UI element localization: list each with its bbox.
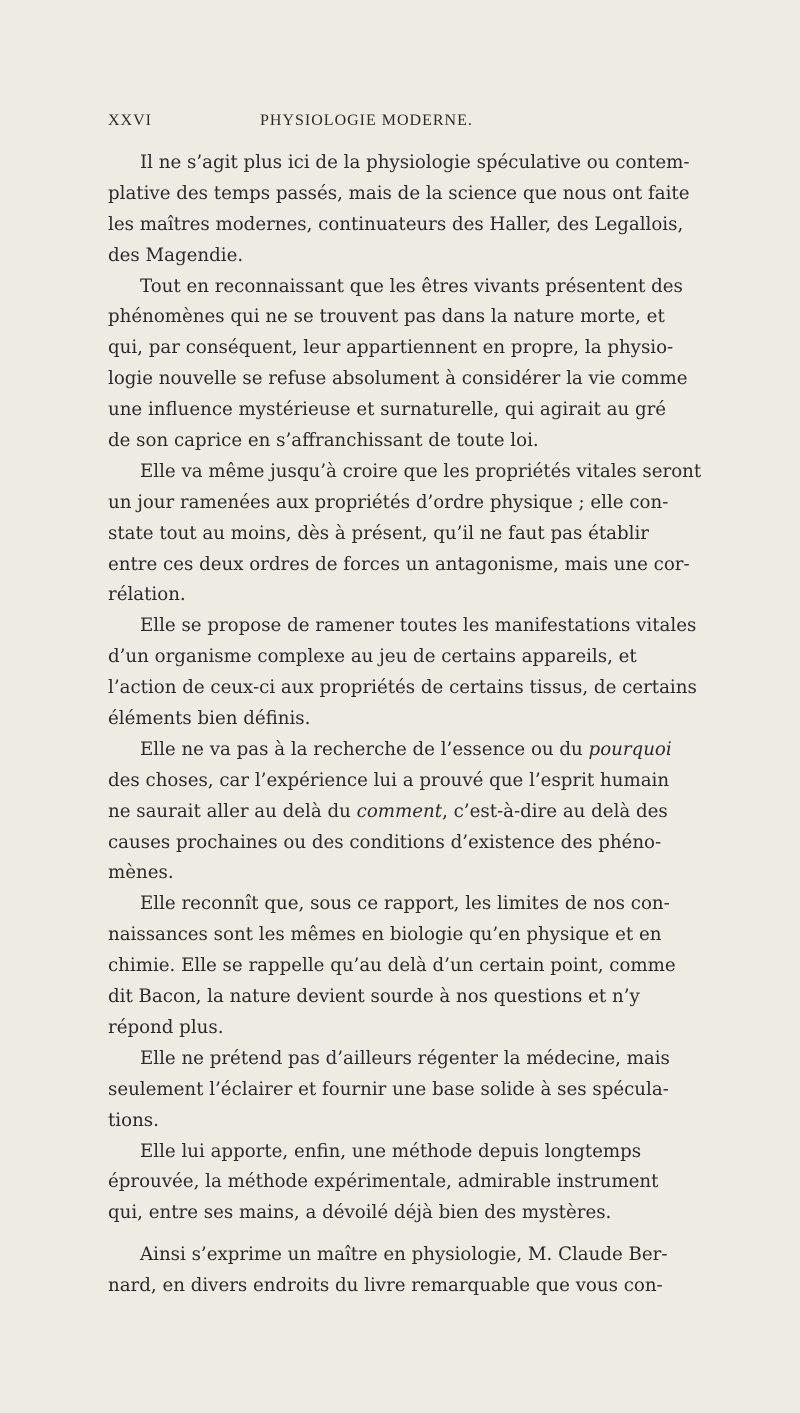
running-title: PHYSIOLOGIE MODERNE. [260,112,473,129]
text-line: dit Bacon, la nature devient sourde à nos questions et n’y [108,986,640,1008]
text-line: des choses, car l’expérience lui a prouvé que l’esprit humain [108,769,670,791]
text-line: seulement l’éclairer et fournir une base solide à ses spécula- [108,1078,669,1100]
text-line: d’un organisme complexe au jeu de certains appareils, et [108,646,637,668]
text-line: l’action de ceux-ci aux propriétés de certains tissus, de certains [108,677,697,699]
text-line: des Magendie. [108,244,244,266]
italic-word: pourquoi [588,738,672,760]
text-line: Elle reconnît que, sous ce rapport, les limites de nos con- [140,893,670,915]
text-line: Elle lui apporte, enfin, une méthode depuis longtemps [140,1140,642,1162]
text-line: rélation. [108,584,186,606]
text-line: ne saurait aller au delà du comment, c’est-à-dire au delà des [108,800,668,822]
text-line: un jour ramenées aux propriétés d’ordre physique ; elle con- [108,491,669,513]
text-line: Elle se propose de ramener toutes les manifestations vitales [140,615,697,637]
text-line: plative des temps passés, mais de la science que nous ont faite [108,182,690,204]
text-line: éléments bien définis. [108,708,311,730]
page-number: XXVI [108,112,152,129]
text-line: entre ces deux ordres de forces un antagonisme, mais une cor- [108,553,690,575]
text-line: éprouvée, la méthode expérimentale, admirable instrument [108,1171,659,1193]
text-line: phénomènes qui ne se trouvent pas dans la nature morte, et [108,306,665,328]
text-line: Tout en reconnaissant que les êtres vivants présentent des [140,275,683,297]
text-line: state tout au moins, dès à présent, qu’il ne faut pas établir [108,522,649,544]
text-line: Elle ne va pas à la recherche de l’essence ou du pourquoi [140,738,672,760]
text-line: logie nouvelle se refuse absolument à considérer la vie comme [108,368,688,390]
text-line: les maîtres modernes, continuateurs des Haller, des Legallois, [108,213,684,235]
text-line: naissances sont les mêmes en biologie qu’en physique et en [108,924,662,946]
text-line: Elle va même jusqu’à croire que les propriétés vitales seront [140,460,702,482]
text-line: mènes. [108,862,174,884]
text-line: causes prochaines ou des conditions d’existence des phéno- [108,831,662,853]
text-line: Il ne s’agit plus ici de la physiologie spéculative ou contem- [140,152,690,173]
text-line: chimie. Elle se rappelle qu’au delà d’un certain point, comme [108,955,676,977]
text-line: Ainsi s’exprime un maître en physiologie, M. Claude Ber- [140,1244,668,1266]
text-line: répond plus. [108,1016,224,1038]
text-line: nard, en divers endroits du livre remarquable que vous con- [108,1275,663,1297]
text-line: tions. [108,1109,159,1131]
body-text [108,148,702,1302]
text-line: de son caprice en s’affranchissant de toute loi. [108,430,539,452]
italic-word: comment [356,800,443,822]
running-head [108,112,698,136]
text-line: Elle ne prétend pas d’ailleurs régenter la médecine, mais [140,1047,670,1069]
text-line: qui, par conséquent, leur appartiennent en propre, la physio- [108,337,674,359]
text-line: une influence mystérieuse et surnaturelle, qui agirait au gré [108,399,667,421]
text-line: qui, entre ses mains, a dévoilé déjà bien des mystères. [108,1202,612,1224]
